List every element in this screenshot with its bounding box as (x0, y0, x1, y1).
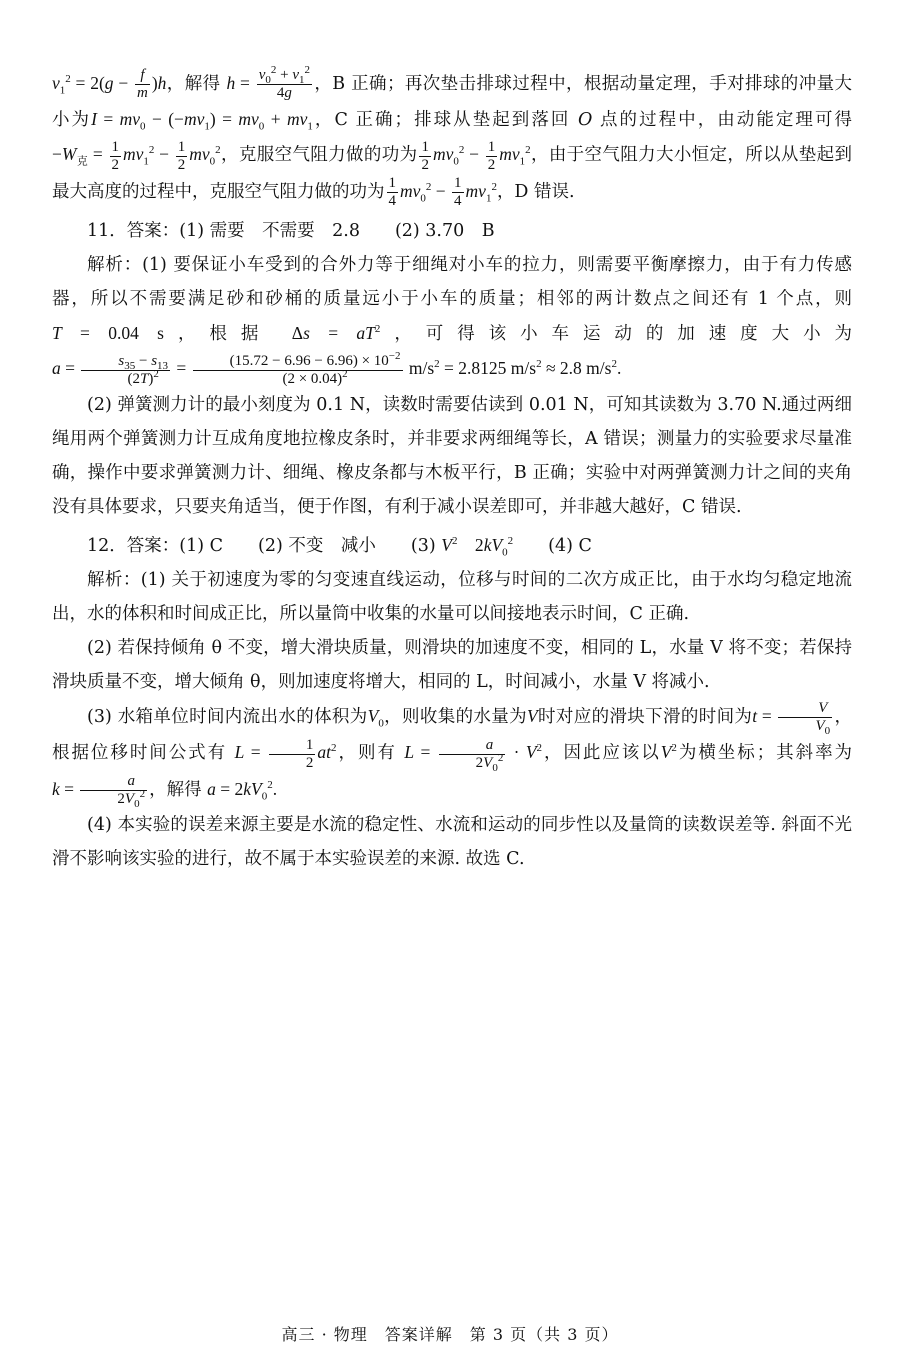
q12-answer: 12．答案：(1) C (2) 不变 减小 (3) $V^2$ $2kV_0^2$ (4) C (87, 534, 592, 559)
equation-l-v: L = $\frac{a}{2V_0^2}$ · $V^2$ (404, 736, 543, 774)
equation-work-half: $\frac{1}{4}$ $mv_0^2$ − $\frac{1}{4}$ $mv_1^2$ (388, 175, 497, 210)
equation-impulse: $I = mv_0 - (-mv_1) = mv_0 + mv_1$ (91, 109, 313, 133)
equation-work-energy: $-W_克$ = $\frac{1}{2}$ $mv_1^2$ − $\frac{1}{2}$ $mv_0^2$ (52, 138, 221, 173)
q12-explanation-2: (2) 若保持倾角 θ 不变，增大滑块质量，则滑块的加速度不变，相同的 L，水量 V 将不变；若保持滑块质量不变，增大倾角 θ，则加速度将增大，相同的 L，时间减小，水量 V 将减小. (52, 637, 852, 692)
q12-explanation-4: (4) 本实验的误差来源主要是水流的稳定性、水流和运动的同步性以及量筒的读数误差等. 斜面不光滑不影响该实验的进行，故不属于本实验误差的来源. 故选 C. (52, 815, 852, 870)
document-body (52, 66, 852, 876)
equation-displacement: L = $\frac{1}{2}$ $at^2$ (234, 736, 337, 771)
answer-v-squared: $V^2$ $2kV_0^2$ (441, 534, 514, 559)
equation-a-result: $a = 2kV_0^2$. (207, 778, 278, 803)
equation-acceleration: a = $\frac{s_{35} - s_{13}}{(2T)^2}$ = $\frac{(15.72 - 6.96 - 6.96) \times 10^{-2}}{(2 \times 0.04)^2}$ $m/s^2 = 2.8125$ $m/s^2 \approx 2.8$ $m/s^2$. (52, 349, 622, 387)
equation-period: T = 0.04 s (52, 323, 164, 344)
equation-work-total: $\frac{1}{2}$ $mv_0^2$ − $\frac{1}{2}$ $mv_1^2$ (421, 138, 531, 173)
equation-time: t = $\frac{V}{V_0}$ (752, 700, 831, 738)
page-footer: 高三 · 物理 答案详解 第 3 页（共 3 页） (281, 1325, 619, 1344)
equation-h: h = $\frac{v_0^2 + v_1^2}{4g}$ (226, 64, 310, 102)
equation-delta-s: $\Delta s = aT^2$ (291, 323, 381, 344)
q11-explanation-1: 解析：(1) 要保证小车受到的合外力等于细绳对小车的拉力，则需要平衡摩擦力，由于有力传感器，所以不需要满足砂和砂桶的质量远小于小车的质量；相邻的两计数点之间还有 1 个点，则 T = 0.04 s，根据 $\Delta s = aT^2$，可得该小车运动的加速度大小为 a = $\frac{s_{35} - s_{13}}{(2T)^2}$ = $\frac{(15.72 - 6.96 - 6.96) \times 10^{-2}}{(2 \times 0.04)^2}$ $m/s^2 = 2.8125$ $m/s^2 \approx 2.8$ $m/s^2$. (52, 255, 853, 387)
equation-slope: k = $\frac{a}{2V_0^2}$ (52, 773, 146, 811)
q12-explanation-1: 解析：(1) 关于初速度为零的匀变速直线运动，位移与时间的二次方成正比，由于水均匀稳定地流出，水的体积和时间成正比，所以量筒中收集的水量可以间接地表示时间，C 正确. (52, 569, 852, 624)
q12-explanation-3: (3) 水箱单位时间内流出水的体积为$V_0$，则收集的水量为V时对应的滑块下滑的时间为t = $\frac{V}{V_0}$ ，根据位移时间公式有 L = $\frac{1}{2}$ $at^2$，则有 L = $\frac{a}{2V_0^2}$ · $V^2$，因此应该以$V^2$为横坐标；其斜率为 k = $\frac{a}{2V_0^2}$ ，解得 $a = 2kV_0^2$. (52, 700, 853, 811)
q11-answer: 11．答案：(1) 需要 不需要 2.8 (2) 3.70 B (87, 221, 495, 242)
q10-solution-continued: $v_1^2 = 2(g$ − $\frac{f}{m}$ )h，解得 h = $\frac{v_0^2 + v_1^2}{4g}$ ，B 正确；再次垫击排球过程中，根据动量定理，手对排球的冲量大小为$I = mv_0 - (-mv_1) = mv_0 + mv_1$，C 正确；排球从垫起到落回 O 点的过程中，由动能定理可得 $-W_克$ = $\frac{1}{2}$ $mv_1^2$ − $\frac{1}{2}$ $mv_0^2$，克服空气阻力做的功为 $\frac{1}{2}$ $mv_0^2$ − $\frac{1}{2}$ $mv_1^2$，由于空气阻力大小恒定，所以从垫起到最大高度的过程中，克服空气阻力做的功为 $\frac{1}{4}$ $mv_0^2$ − $\frac{1}{4}$ $mv_1^2$，D 错误. (52, 64, 853, 210)
equation-v1-squared: $v_1^2 = 2(g$ − $\frac{f}{m}$ )h (52, 67, 167, 102)
q11-explanation-2: (2) 弹簧测力计的最小刻度为 0.1 N，读数时需要估读到 0.01 N，可知其读数为 3.70 N.通过两细绳用两个弹簧测力计互成角度地拉橡皮条时，并非要求两细绳等长，A 错误；测量力的实验要求尽量准确，操作中要求弹簧测力计、细绳、橡皮条都与木板平行，B 正确；实验中对两弹簧测力计之间的夹角没有具体要求，只要夹角适当，便于作图，有利于减小误差即可，并非越大越好，C 错误. (52, 394, 852, 517)
